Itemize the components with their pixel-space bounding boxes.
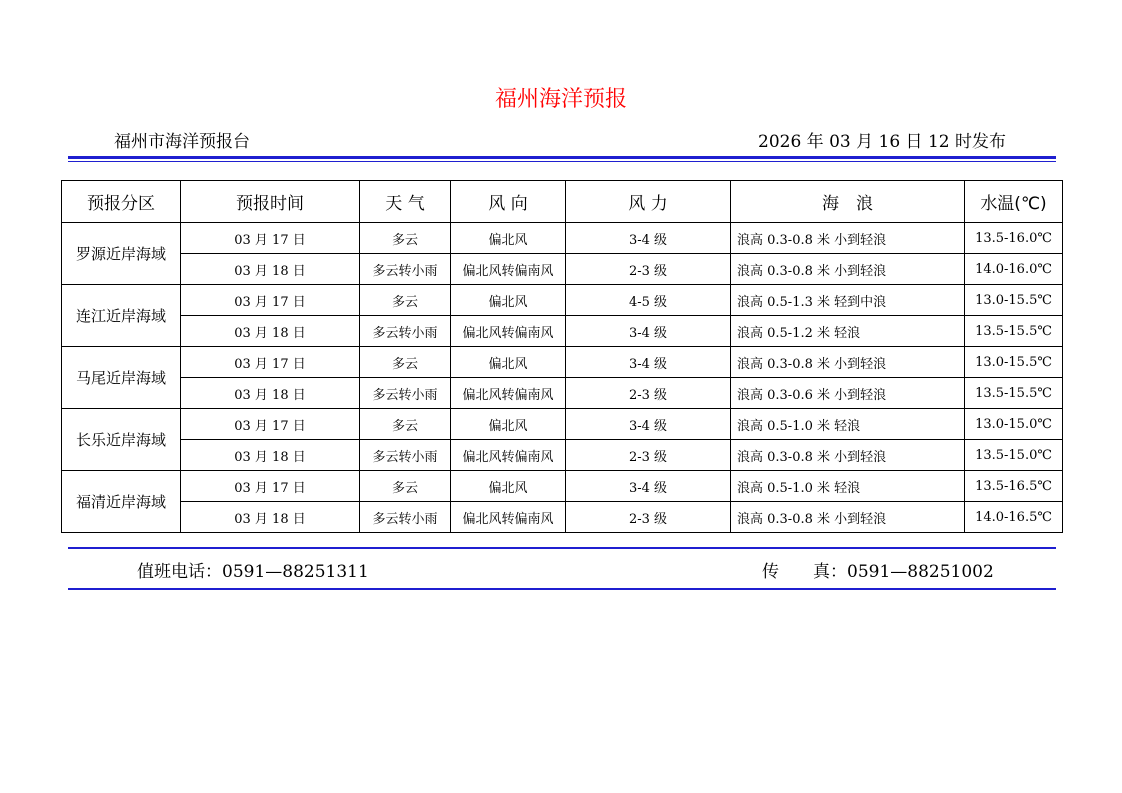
weather-cell: 多云 bbox=[360, 285, 451, 316]
header-wind-force: 风 力 bbox=[566, 181, 731, 223]
area-name: 连江近岸海域 bbox=[62, 285, 181, 347]
forecast-date: 03 月 17 日 bbox=[181, 471, 360, 502]
wind-direction-cell: 偏北风 bbox=[451, 347, 566, 378]
weather-cell: 多云 bbox=[360, 409, 451, 440]
water-temp-cell: 14.0-16.0℃ bbox=[965, 254, 1063, 285]
water-temp-cell: 13.5-15.5℃ bbox=[965, 378, 1063, 409]
header-rule-thin bbox=[68, 161, 1056, 162]
header-waves: 海 浪 bbox=[731, 181, 965, 223]
water-temp-cell: 13.5-15.5℃ bbox=[965, 316, 1063, 347]
wind-force-cell: 3-4 级 bbox=[566, 223, 731, 254]
forecast-table bbox=[61, 180, 1063, 533]
area-name: 罗源近岸海域 bbox=[62, 223, 181, 285]
water-temp-cell: 14.0-16.5℃ bbox=[965, 502, 1063, 533]
weather-cell: 多云 bbox=[360, 471, 451, 502]
header-water-temp: 水温(℃) bbox=[965, 181, 1063, 223]
waves-cell: 浪高 0.5-1.0 米 轻浪 bbox=[731, 409, 965, 440]
header-weather: 天 气 bbox=[360, 181, 451, 223]
forecast-date: 03 月 17 日 bbox=[181, 347, 360, 378]
wind-force-cell: 3-4 级 bbox=[566, 347, 731, 378]
wind-force-cell: 4-5 级 bbox=[566, 285, 731, 316]
forecast-date: 03 月 18 日 bbox=[181, 440, 360, 471]
waves-cell: 浪高 0.3-0.8 米 小到轻浪 bbox=[731, 502, 965, 533]
waves-cell: 浪高 0.3-0.8 米 小到轻浪 bbox=[731, 440, 965, 471]
wind-direction-cell: 偏北风 bbox=[451, 223, 566, 254]
wind-direction-cell: 偏北风 bbox=[451, 409, 566, 440]
issue-time: 2026 年 03 月 16 日 12 时发布 bbox=[758, 132, 1006, 152]
forecast-date: 03 月 18 日 bbox=[181, 502, 360, 533]
forecast-date: 03 月 18 日 bbox=[181, 254, 360, 285]
forecast-date: 03 月 17 日 bbox=[181, 285, 360, 316]
water-temp-cell: 13.5-16.0℃ bbox=[965, 223, 1063, 254]
issuer-name: 福州市海洋预报台 bbox=[114, 132, 250, 152]
table-row bbox=[62, 347, 1063, 378]
table-row bbox=[62, 223, 1063, 254]
water-temp-cell: 13.5-15.0℃ bbox=[965, 440, 1063, 471]
wind-direction-cell: 偏北风转偏南风 bbox=[451, 254, 566, 285]
wind-force-cell: 3-4 级 bbox=[566, 471, 731, 502]
area-name: 长乐近岸海域 bbox=[62, 409, 181, 471]
duty-phone: 值班电话：0591—88251311 bbox=[137, 562, 369, 582]
weather-cell: 多云转小雨 bbox=[360, 502, 451, 533]
waves-cell: 浪高 0.5-1.0 米 轻浪 bbox=[731, 471, 965, 502]
water-temp-cell: 13.5-16.5℃ bbox=[965, 471, 1063, 502]
table-row bbox=[62, 254, 1063, 285]
table-header-row bbox=[62, 181, 1063, 223]
weather-cell: 多云转小雨 bbox=[360, 378, 451, 409]
wind-force-cell: 2-3 级 bbox=[566, 378, 731, 409]
wind-direction-cell: 偏北风转偏南风 bbox=[451, 378, 566, 409]
wind-force-cell: 3-4 级 bbox=[566, 409, 731, 440]
footer-rule-bottom bbox=[68, 588, 1056, 590]
water-temp-cell: 13.0-15.5℃ bbox=[965, 285, 1063, 316]
wind-force-cell: 3-4 级 bbox=[566, 316, 731, 347]
area-name: 福清近岸海域 bbox=[62, 471, 181, 533]
fax-number: 传 真：0591—88251002 bbox=[762, 562, 994, 582]
table-row bbox=[62, 409, 1063, 440]
weather-cell: 多云 bbox=[360, 347, 451, 378]
table-row bbox=[62, 285, 1063, 316]
footer-rule-top bbox=[68, 547, 1056, 549]
header-area: 预报分区 bbox=[62, 181, 181, 223]
weather-cell: 多云转小雨 bbox=[360, 254, 451, 285]
weather-cell: 多云转小雨 bbox=[360, 316, 451, 347]
waves-cell: 浪高 0.5-1.2 米 轻浪 bbox=[731, 316, 965, 347]
wind-direction-cell: 偏北风转偏南风 bbox=[451, 440, 566, 471]
waves-cell: 浪高 0.3-0.6 米 小到轻浪 bbox=[731, 378, 965, 409]
wind-force-cell: 2-3 级 bbox=[566, 440, 731, 471]
wind-direction-cell: 偏北风转偏南风 bbox=[451, 502, 566, 533]
water-temp-cell: 13.0-15.0℃ bbox=[965, 409, 1063, 440]
table-row bbox=[62, 378, 1063, 409]
waves-cell: 浪高 0.3-0.8 米 小到轻浪 bbox=[731, 347, 965, 378]
waves-cell: 浪高 0.3-0.8 米 小到轻浪 bbox=[731, 223, 965, 254]
forecast-date: 03 月 17 日 bbox=[181, 223, 360, 254]
header-wind-direction: 风 向 bbox=[451, 181, 566, 223]
weather-cell: 多云转小雨 bbox=[360, 440, 451, 471]
wind-direction-cell: 偏北风转偏南风 bbox=[451, 316, 566, 347]
header-rule-thick bbox=[68, 156, 1056, 159]
table-row bbox=[62, 471, 1063, 502]
weather-cell: 多云 bbox=[360, 223, 451, 254]
page-title: 福州海洋预报 bbox=[494, 87, 627, 112]
table-row bbox=[62, 440, 1063, 471]
area-name: 马尾近岸海域 bbox=[62, 347, 181, 409]
table-row bbox=[62, 316, 1063, 347]
water-temp-cell: 13.0-15.5℃ bbox=[965, 347, 1063, 378]
wind-force-cell: 2-3 级 bbox=[566, 502, 731, 533]
waves-cell: 浪高 0.3-0.8 米 小到轻浪 bbox=[731, 254, 965, 285]
wind-direction-cell: 偏北风 bbox=[451, 285, 566, 316]
forecast-date: 03 月 17 日 bbox=[181, 409, 360, 440]
table-row bbox=[62, 502, 1063, 533]
wind-direction-cell: 偏北风 bbox=[451, 471, 566, 502]
forecast-date: 03 月 18 日 bbox=[181, 378, 360, 409]
header-time: 预报时间 bbox=[181, 181, 360, 223]
waves-cell: 浪高 0.5-1.3 米 轻到中浪 bbox=[731, 285, 965, 316]
forecast-date: 03 月 18 日 bbox=[181, 316, 360, 347]
wind-force-cell: 2-3 级 bbox=[566, 254, 731, 285]
